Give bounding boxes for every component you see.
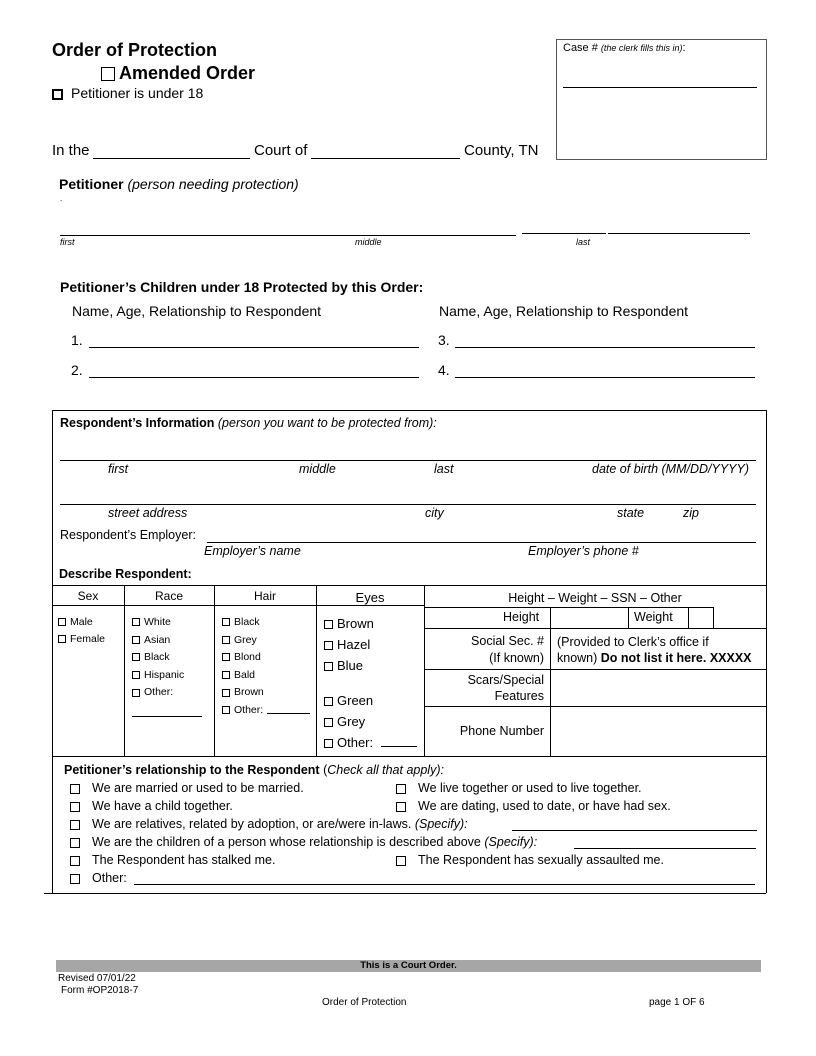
height-field[interactable] — [550, 608, 628, 628]
checkbox[interactable] — [222, 653, 230, 661]
ssn-note — [557, 634, 752, 666]
eyes-option-hazel[interactable] — [324, 634, 374, 655]
sex-option-female[interactable] — [58, 631, 105, 648]
checkbox[interactable] — [70, 874, 80, 884]
option-label: Black — [234, 616, 260, 628]
respondent-heading-text: Respondent’s Information — [60, 416, 215, 430]
option-label: Brown — [234, 686, 264, 699]
respondent-employer-field[interactable] — [207, 542, 756, 543]
relationship-relatives[interactable] — [70, 817, 468, 831]
hair-option-other[interactable] — [222, 702, 264, 720]
relationship-heading-text: Petitioner’s relationship to the Respondent — [64, 763, 320, 777]
hair-option-brown[interactable] — [222, 684, 264, 702]
case-label-text: Case # — [563, 42, 598, 54]
ssn-note-line1: (Provided to Clerk’s office if — [557, 635, 709, 649]
relationship-other[interactable] — [70, 871, 127, 885]
option-label: Grey — [234, 633, 257, 646]
child-1-field[interactable] — [89, 347, 419, 348]
petitioner-middle-label: middle — [355, 237, 382, 247]
respondent-box-top — [52, 410, 766, 411]
option-label: Blue — [337, 658, 364, 673]
option-label: We live together or used to live together. — [418, 781, 642, 795]
eyes-options-top — [324, 613, 374, 676]
respondent-employer-label: Respondent’s Employer: — [60, 528, 196, 542]
option-label: Other: — [234, 703, 264, 716]
checkbox[interactable] — [324, 662, 333, 671]
page-number: page 1 OF 6 — [649, 997, 705, 1008]
race-option-other[interactable] — [132, 684, 184, 702]
relationship-other-field[interactable] — [134, 884, 755, 885]
race-options — [132, 614, 184, 702]
checkbox[interactable] — [132, 636, 140, 644]
relationship-married[interactable] — [70, 781, 304, 795]
child-3-field[interactable] — [455, 347, 755, 348]
under18-checkbox[interactable] — [52, 89, 63, 100]
checkbox[interactable] — [132, 653, 140, 661]
eyes-option-blue[interactable] — [324, 655, 374, 676]
relationship-heading — [64, 763, 444, 777]
respondent-first-label: first — [108, 462, 129, 476]
respondent-last-label: last — [434, 462, 454, 476]
respondent-heading-note: (person you want to be protected from): — [217, 416, 437, 430]
relationship-heading-note: Check all that apply): — [327, 763, 444, 777]
respondent-box-bottom — [44, 893, 766, 894]
eyes-option-green[interactable] — [324, 690, 373, 711]
race-header: Race — [154, 589, 183, 603]
employer-phone-label: Employer’s phone # — [528, 544, 639, 558]
weight-field[interactable] — [688, 608, 713, 628]
child-num-1: 1. — [71, 332, 83, 348]
case-number-box — [556, 39, 767, 160]
checkbox[interactable] — [222, 636, 230, 644]
petitioner-last-field-a[interactable] — [522, 233, 606, 234]
child-4-field[interactable] — [455, 377, 755, 378]
checkbox[interactable] — [70, 856, 80, 866]
petitioner-heading-note: (person needing protection) — [127, 176, 299, 192]
checkbox[interactable] — [70, 784, 80, 794]
checkbox[interactable] — [324, 620, 333, 629]
race-option-hispanic[interactable] — [132, 667, 184, 685]
ssn-label — [424, 633, 544, 667]
col-div-1 — [124, 585, 125, 756]
table-bottom — [52, 756, 766, 757]
weight-div-3 — [713, 607, 714, 628]
children-col-left-label: Name, Age, Relationship to Respondent — [72, 303, 322, 319]
phone-label: Phone Number — [459, 724, 544, 738]
relatives-specify-field[interactable] — [512, 830, 757, 831]
weight-div-1 — [628, 607, 629, 628]
option-label: Grey — [337, 714, 366, 729]
option-label: Bald — [234, 668, 256, 681]
hw-row-bottom — [424, 628, 766, 629]
specify-label: (Specify): — [414, 817, 468, 831]
option-label: Female — [70, 633, 106, 645]
checkbox[interactable] — [324, 739, 333, 748]
option-label: Hazel — [337, 637, 371, 652]
checkbox[interactable] — [396, 784, 406, 794]
petitioner-heading — [59, 176, 299, 192]
eyes-options-bottom — [324, 690, 373, 753]
case-hint: (the clerk fills this in) — [600, 43, 683, 53]
petitioner-name-field[interactable] — [60, 235, 516, 236]
ssn-note-warning: Do not list it here. XXXXX — [600, 651, 752, 665]
respondent-state-label: state — [617, 506, 645, 520]
ssn-label-line1: Social Sec. # — [471, 634, 544, 648]
respondent-name-field[interactable] — [60, 460, 756, 461]
hair-option-black[interactable] — [222, 614, 264, 632]
phone-field[interactable] — [551, 707, 766, 756]
in-the-label: In the — [52, 142, 90, 159]
scars-label — [424, 672, 544, 704]
respondent-box-right — [766, 410, 767, 893]
eyes-other-field[interactable] — [381, 746, 417, 747]
other-header: Height – Weight – SSN – Other — [508, 591, 682, 605]
amended-order-option[interactable] — [101, 63, 255, 84]
checkbox[interactable] — [396, 802, 406, 812]
race-other-field[interactable] — [132, 716, 202, 717]
option-label: Asian — [144, 633, 171, 646]
race-option-asian[interactable] — [132, 632, 184, 650]
petitioner-heading-text: Petitioner — [59, 176, 124, 192]
under18-label: Petitioner is under 18 — [71, 85, 204, 101]
respondent-middle-label: middle — [299, 462, 336, 476]
relationship-live-together[interactable] — [396, 781, 642, 795]
option-label: Blond — [234, 651, 261, 664]
revised-date: Revised 07/01/22 — [58, 973, 136, 984]
eyes-option-brown[interactable] — [324, 613, 374, 634]
children-heading: Petitioner’s Children under 18 Protected by this Order: — [60, 279, 424, 295]
checkbox[interactable] — [70, 820, 80, 830]
ssn-label-line2: (If known) — [489, 651, 544, 665]
child-2-field[interactable] — [89, 377, 419, 378]
checkbox[interactable] — [70, 802, 80, 812]
checkbox[interactable] — [396, 856, 406, 866]
court-of-label: Court of — [254, 142, 308, 159]
relationship-assaulted[interactable] — [396, 853, 664, 867]
relationship-children-of[interactable] — [70, 835, 537, 849]
child-num-4: 4. — [438, 362, 450, 378]
children-of-specify-field[interactable] — [574, 848, 756, 849]
amended-checkbox[interactable] — [101, 67, 115, 81]
specify-label: (Specify): — [484, 835, 538, 849]
race-option-white[interactable] — [132, 614, 184, 632]
hair-option-bald[interactable] — [222, 667, 264, 685]
eyes-option-other[interactable] — [324, 732, 373, 753]
ssn-note-known: known) — [557, 651, 598, 665]
relationship-heading-paren: ( — [323, 763, 328, 777]
sex-option-male[interactable] — [58, 614, 105, 631]
option-label: Other: — [144, 686, 174, 699]
respondent-address-field[interactable] — [60, 504, 756, 505]
case-number-field[interactable] — [563, 87, 757, 88]
respondent-box-left — [52, 410, 53, 893]
option-label: Brown — [337, 616, 374, 631]
form-title: Order of Protection — [52, 40, 218, 60]
respondent-heading — [60, 416, 437, 430]
court-order-banner: This is a Court Order. — [56, 960, 761, 972]
checkbox[interactable] — [132, 618, 140, 626]
checkbox[interactable] — [222, 618, 230, 626]
employer-name-label: Employer’s name — [204, 544, 301, 558]
petitioner-dot: . — [60, 194, 63, 203]
option-label: Hispanic — [144, 668, 185, 681]
relationship-dating[interactable] — [396, 799, 671, 813]
hair-option-blond[interactable] — [222, 649, 264, 667]
sex-options — [58, 614, 105, 648]
height-label: Height — [503, 610, 540, 624]
option-label: Black — [144, 651, 170, 664]
col-div-3 — [316, 585, 317, 756]
scars-field[interactable] — [551, 670, 766, 706]
col-div-2 — [214, 585, 215, 756]
checkbox[interactable] — [222, 706, 230, 714]
case-number-label — [563, 42, 686, 54]
weight-label: Weight — [634, 610, 673, 624]
relationship-stalked[interactable] — [70, 853, 275, 867]
children-col-right-label: Name, Age, Relationship to Respondent — [439, 303, 689, 319]
checkbox[interactable] — [132, 689, 140, 697]
checkbox[interactable] — [132, 671, 140, 679]
respondent-city-label: city — [425, 506, 444, 520]
scars-label-line2: Features — [494, 689, 544, 703]
option-label: Other: — [92, 871, 127, 885]
option-label: We have a child together. — [92, 799, 233, 813]
hair-option-grey[interactable] — [222, 632, 264, 650]
table-header-bottom — [52, 605, 425, 606]
checkbox[interactable] — [222, 689, 230, 697]
checkbox[interactable] — [58, 618, 66, 626]
respondent-dob-label: date of birth (MM/DD/YYYY) — [592, 462, 749, 476]
option-label: The Respondent has stalked me. — [92, 853, 276, 867]
relationship-child[interactable] — [70, 799, 233, 813]
race-option-black[interactable] — [132, 649, 184, 667]
option-label: We are married or used to be married. — [92, 781, 304, 795]
checkbox[interactable] — [222, 671, 230, 679]
petitioner-first-label: first — [60, 237, 75, 247]
checkbox[interactable] — [324, 641, 333, 650]
child-num-2: 2. — [71, 362, 83, 378]
petitioner-last-label: last — [576, 237, 591, 247]
court-name-field[interactable] — [93, 158, 250, 159]
table-top — [52, 585, 766, 586]
child-num-3: 3. — [438, 332, 450, 348]
eyes-header: Eyes — [355, 590, 385, 605]
county-name-field[interactable] — [311, 158, 460, 159]
option-label: Green — [337, 693, 374, 708]
describe-respondent-label: Describe Respondent: — [59, 567, 192, 581]
footer-title: Order of Protection — [322, 997, 407, 1008]
amended-label: Amended Order — [119, 63, 256, 83]
case-colon: : — [682, 42, 686, 54]
scars-label-line1: Scars/Special — [467, 673, 544, 687]
option-label: We are relatives, related by adoption, or are/were in-laws. — [92, 817, 412, 831]
hair-options — [222, 614, 264, 720]
checkbox[interactable] — [324, 718, 333, 727]
under18-option[interactable] — [52, 85, 203, 101]
option-label: Male — [70, 616, 93, 628]
respondent-zip-label: zip — [683, 506, 699, 520]
county-label: County, TN — [464, 142, 539, 159]
respondent-street-label: street address — [108, 506, 188, 520]
option-label: Other: — [337, 735, 374, 750]
checkbox[interactable] — [58, 635, 66, 643]
option-label: White — [144, 616, 171, 628]
form-number: Form #OP2018-7 — [61, 985, 139, 996]
eyes-option-grey[interactable] — [324, 711, 373, 732]
option-label: We are dating, used to date, or have had sex. — [418, 799, 671, 813]
option-label: The Respondent has sexually assaulted me. — [418, 853, 664, 867]
option-label: We are the children of a person whose relationship is described above — [92, 835, 481, 849]
sex-header: Sex — [77, 589, 99, 603]
checkbox[interactable] — [324, 697, 333, 706]
hair-other-field[interactable] — [267, 713, 310, 714]
checkbox[interactable] — [70, 838, 80, 848]
petitioner-last-field-b[interactable] — [608, 233, 750, 234]
hair-header: Hair — [253, 589, 276, 603]
